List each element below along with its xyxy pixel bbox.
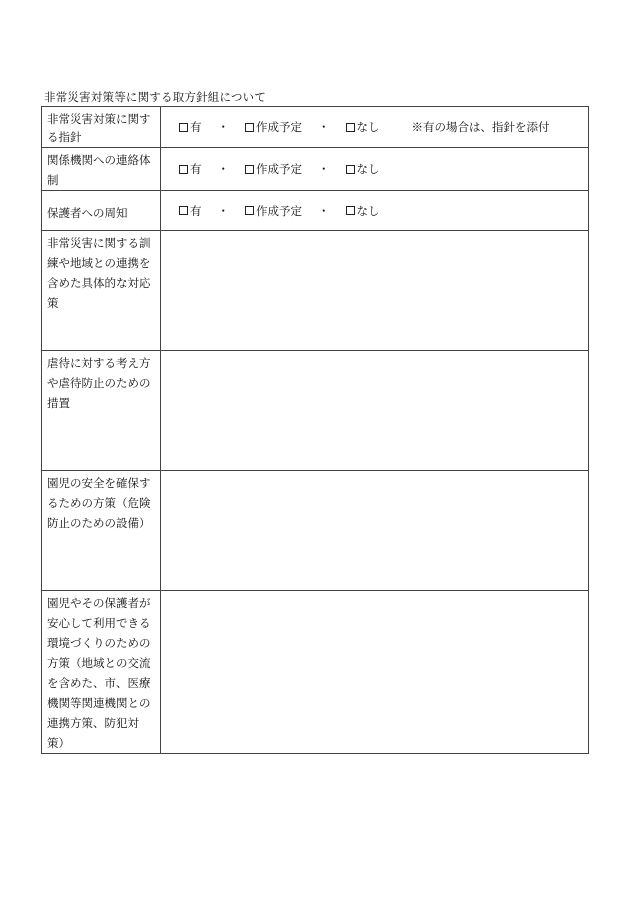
row-label: 虐待に対する考え方や虐待防止のための措置 xyxy=(47,356,151,410)
checkbox-icon[interactable] xyxy=(245,165,254,174)
options-cell xyxy=(161,148,589,191)
option-planned[interactable]: 作成予定 xyxy=(245,119,302,135)
checkbox-icon[interactable] xyxy=(179,206,188,215)
emergency-policy-table xyxy=(41,106,589,754)
separator-dot: ・ xyxy=(318,162,330,176)
option-planned[interactable]: 作成予定 xyxy=(245,161,302,177)
option-yes[interactable]: 有 xyxy=(179,161,202,177)
options-cell xyxy=(161,107,589,148)
row-label-cell xyxy=(42,351,161,471)
separator-dot: ・ xyxy=(318,203,330,218)
row-label-cell xyxy=(42,471,161,591)
table-row xyxy=(42,471,589,591)
row-label-cell xyxy=(42,148,161,191)
option-none[interactable]: なし xyxy=(346,161,380,177)
option-none[interactable]: なし xyxy=(346,119,380,135)
option-planned[interactable]: 作成予定 xyxy=(245,203,302,219)
response-field[interactable] xyxy=(161,471,589,591)
attachment-note: ※有の場合は、指針を添付 xyxy=(411,120,550,134)
option-none[interactable]: なし xyxy=(346,203,380,219)
response-field[interactable] xyxy=(161,351,589,471)
table-row xyxy=(42,107,589,148)
table-row xyxy=(42,351,589,471)
row-label: 保護者への周知 xyxy=(47,205,128,220)
table-row xyxy=(42,231,589,351)
form-heading: 非常災害対策等に関する取方針組について xyxy=(44,90,267,104)
checkbox-icon[interactable] xyxy=(245,206,254,215)
checkbox-icon[interactable] xyxy=(179,123,188,132)
table-row xyxy=(42,591,589,754)
option-yes[interactable]: 有 xyxy=(179,203,202,219)
row-label: 関係機関への連絡体制 xyxy=(47,153,151,187)
checkbox-icon[interactable] xyxy=(179,165,188,174)
separator-dot: ・ xyxy=(217,162,229,176)
separator-dot: ・ xyxy=(217,120,229,134)
checkbox-icon[interactable] xyxy=(346,165,355,174)
checkbox-icon[interactable] xyxy=(346,206,355,215)
option-yes[interactable]: 有 xyxy=(179,119,202,135)
row-label-cell xyxy=(42,231,161,351)
options-cell xyxy=(161,191,589,231)
row-label-cell xyxy=(42,191,161,231)
checkbox-icon[interactable] xyxy=(346,123,355,132)
response-field[interactable] xyxy=(161,231,589,351)
checkbox-icon[interactable] xyxy=(245,123,254,132)
row-label: 非常災害対策に関する指針 xyxy=(47,112,151,144)
row-label: 園児の安全を確保するための方策（危険防止のための設備） xyxy=(47,476,151,530)
separator-dot: ・ xyxy=(217,203,229,218)
row-label: 園児やその保護者が安心して利用できる環境づくりのための方策（地域との交流を含めた、市、医療機関等関連機関との連携方策、防犯対策） xyxy=(47,596,151,750)
table-row xyxy=(42,191,589,231)
row-label: 非常災害に関する訓練や地域との連携を含めた具体的な対応策 xyxy=(47,236,151,310)
row-label-cell xyxy=(42,107,161,148)
separator-dot: ・ xyxy=(318,120,330,134)
response-field[interactable] xyxy=(161,591,589,754)
row-label-cell xyxy=(42,591,161,754)
table-row xyxy=(42,148,589,191)
